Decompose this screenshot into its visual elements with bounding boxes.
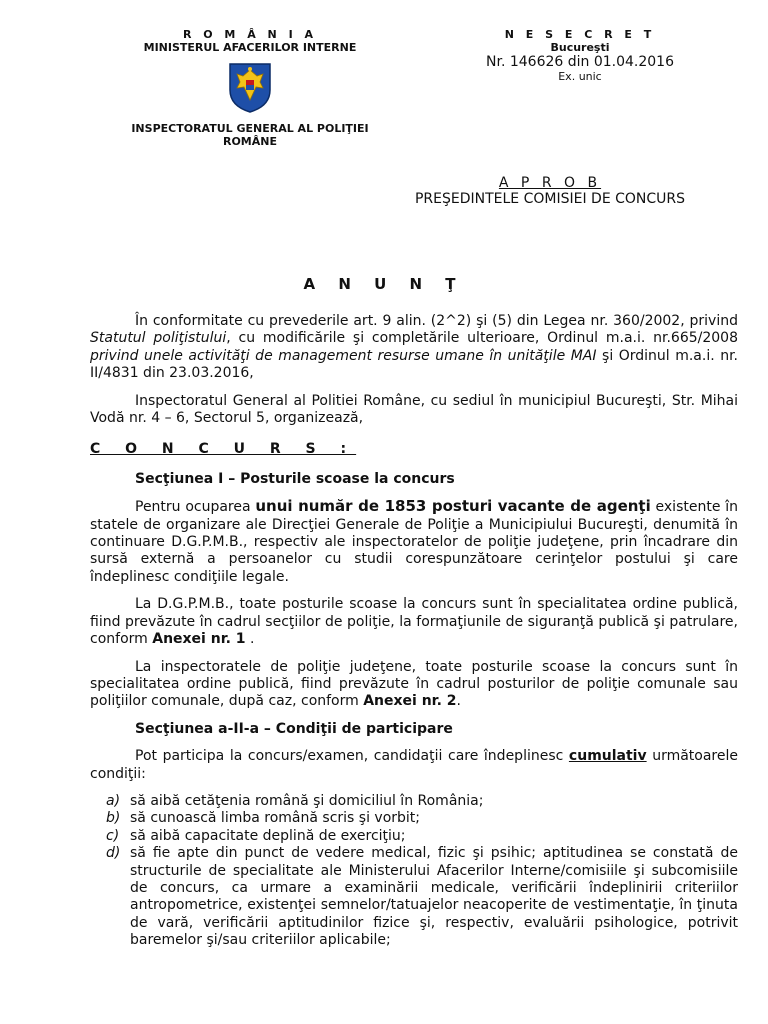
condition-text: să fie apte din punct de vedere medical, fizic şi psihic; aptitudinea se constată de structurile de specialitate ale Ministerului Afacerilor Interne/comisiile şi subcomisiile de concurs, ca urmare a examinării medicale, verificării îndeplinirii criteriilor antropometrice, existenţei semnelor/tatuajelor neacoperite de vestimentaţie, în ţinuta de vară, verificării aptitudinilor fizice şi, respectiv, evaluării psihologice, potrivit baremelor şi/sau criteriilor aplicabile; — [130, 845, 738, 949]
header-right — [460, 28, 700, 83]
intro-p1-italic-statute: Statutul poliţistului — [90, 330, 227, 347]
section-1-paragraph-3 — [90, 659, 738, 711]
list-item — [90, 845, 738, 949]
institution-name — [100, 122, 400, 148]
intro-p1-italic-order: privind unele activităţi de management resurse umane în unităţile MAI — [90, 347, 597, 364]
country-name: R O M Â N I A — [182, 28, 318, 41]
romania-coat-of-arms-icon — [227, 60, 273, 114]
institution-line-1: INSPECTORATUL GENERAL AL POLIŢIEI — [131, 122, 369, 135]
intro-p1-text-a: În conformitate cu prevederile art. 9 alin. (2^2) şi (5) din Legea nr. 360/2002, privind — [135, 313, 738, 329]
condition-letter: b) — [106, 810, 121, 827]
document-title: A N U N Ţ — [303, 275, 465, 293]
conditions-list — [90, 793, 738, 950]
s1-p2-annex-ref: Anexei nr. 1 — [152, 631, 246, 648]
approval-title: A P R O B — [498, 175, 602, 191]
condition-letter: c) — [106, 827, 120, 844]
condition-text: să aibă cetăţenia română şi domiciliul în România; — [130, 792, 484, 809]
s1-p1-text-a: Pentru ocuparea — [135, 499, 256, 516]
s1-p2-text-a: La D.G.P.M.B., toate posturile scoase la concurs sunt în specialitatea ordine publică, fiind prevăzute în cadrul secţiilor de poliţie, la formaţiunile de siguranţă publică şi patrulare, conform — [90, 596, 738, 648]
approval-block — [360, 175, 740, 207]
s1-p1-bold-posts: unui număr de 1853 posturi vacante de agenţi — [255, 497, 651, 516]
header-left — [100, 28, 400, 148]
s1-p3-annex-ref: Anexei nr. 2 — [363, 693, 457, 710]
registration-number: Nr. 146626 din 01.04.2016 — [486, 54, 674, 70]
s2-p1-text-c: următoarele condiţii: — [90, 748, 738, 782]
list-item — [90, 810, 738, 827]
approval-signatory: PREŞEDINTELE COMISIEI DE CONCURS — [414, 191, 686, 207]
condition-letter: a) — [106, 792, 121, 809]
intro-paragraph-1 — [90, 313, 738, 383]
section-1-paragraph-1 — [90, 498, 738, 586]
document-body — [90, 313, 738, 950]
classification-label: N E S E C R E T — [504, 28, 656, 41]
section-2-paragraph-1 — [90, 748, 738, 783]
intro-p1-text-c: , cu modificările şi completările ulterioare, Ordinul m.a.i. nr.665/2008 — [226, 330, 738, 347]
list-item — [90, 793, 738, 810]
s2-p1-text-a: Pot participa la concurs/examen, candidaţii care îndeplinesc — [135, 748, 569, 765]
city-label: Bucureşti — [550, 41, 610, 54]
institution-line-2: ROMÂNE — [222, 135, 277, 148]
concurs-title: C O N C U R S : — [90, 441, 357, 458]
condition-letter: d) — [106, 845, 121, 862]
condition-text: să cunoască limba română scris şi vorbit; — [130, 810, 421, 827]
copies-label: Ex. unic — [558, 70, 602, 83]
list-item — [90, 828, 738, 845]
ministry-name: MINISTERUL AFACERILOR INTERNE — [143, 41, 357, 54]
s1-p3-text-c: . — [456, 693, 461, 710]
s2-p1-cumulativ: cumulativ — [568, 748, 647, 765]
s1-p1-text-c: existente în statele de organizare ale Direcţiei Generale de Poliţie a Municipiului Bucureşti, denumită în continuare D.G.P.M.B., respectiv ale inspectoratelor de poliţie judeţene, prin încadrare din sursă externă a persoanelor cu studii corespunzătoare cerinţelor postului şi care îndeplinesc condiţiile legale. — [90, 499, 738, 585]
s1-p2-text-c: . — [245, 631, 255, 648]
section-1-heading: Secţiunea I – Posturile scoase la concurs — [135, 470, 455, 487]
section-1-paragraph-2 — [90, 596, 738, 648]
s1-p3-text-a: La inspectoratele de poliţie judeţene, toate posturile scoase la concurs sunt în specialitatea ordine publică, fiind prevăzute în cadrul posturilor de poliţie comunale sau poliţiilor comunale, după caz, conform — [90, 658, 738, 710]
intro-paragraph-2: Inspectoratul General al Politiei Române, cu sediul în municipiul Bucureşti, Str. Mihai Vodă nr. 4 – 6, Sectorul 5, organizează, — [90, 392, 738, 427]
intro-p1-text-e: şi Ordinul m.a.i. nr. II/4831 din 23.03.2016, — [90, 347, 738, 382]
section-2-heading: Secţiunea a-II-a – Condiţii de participare — [135, 720, 453, 737]
condition-text: să aibă capacitate deplină de exerciţiu; — [130, 827, 406, 844]
